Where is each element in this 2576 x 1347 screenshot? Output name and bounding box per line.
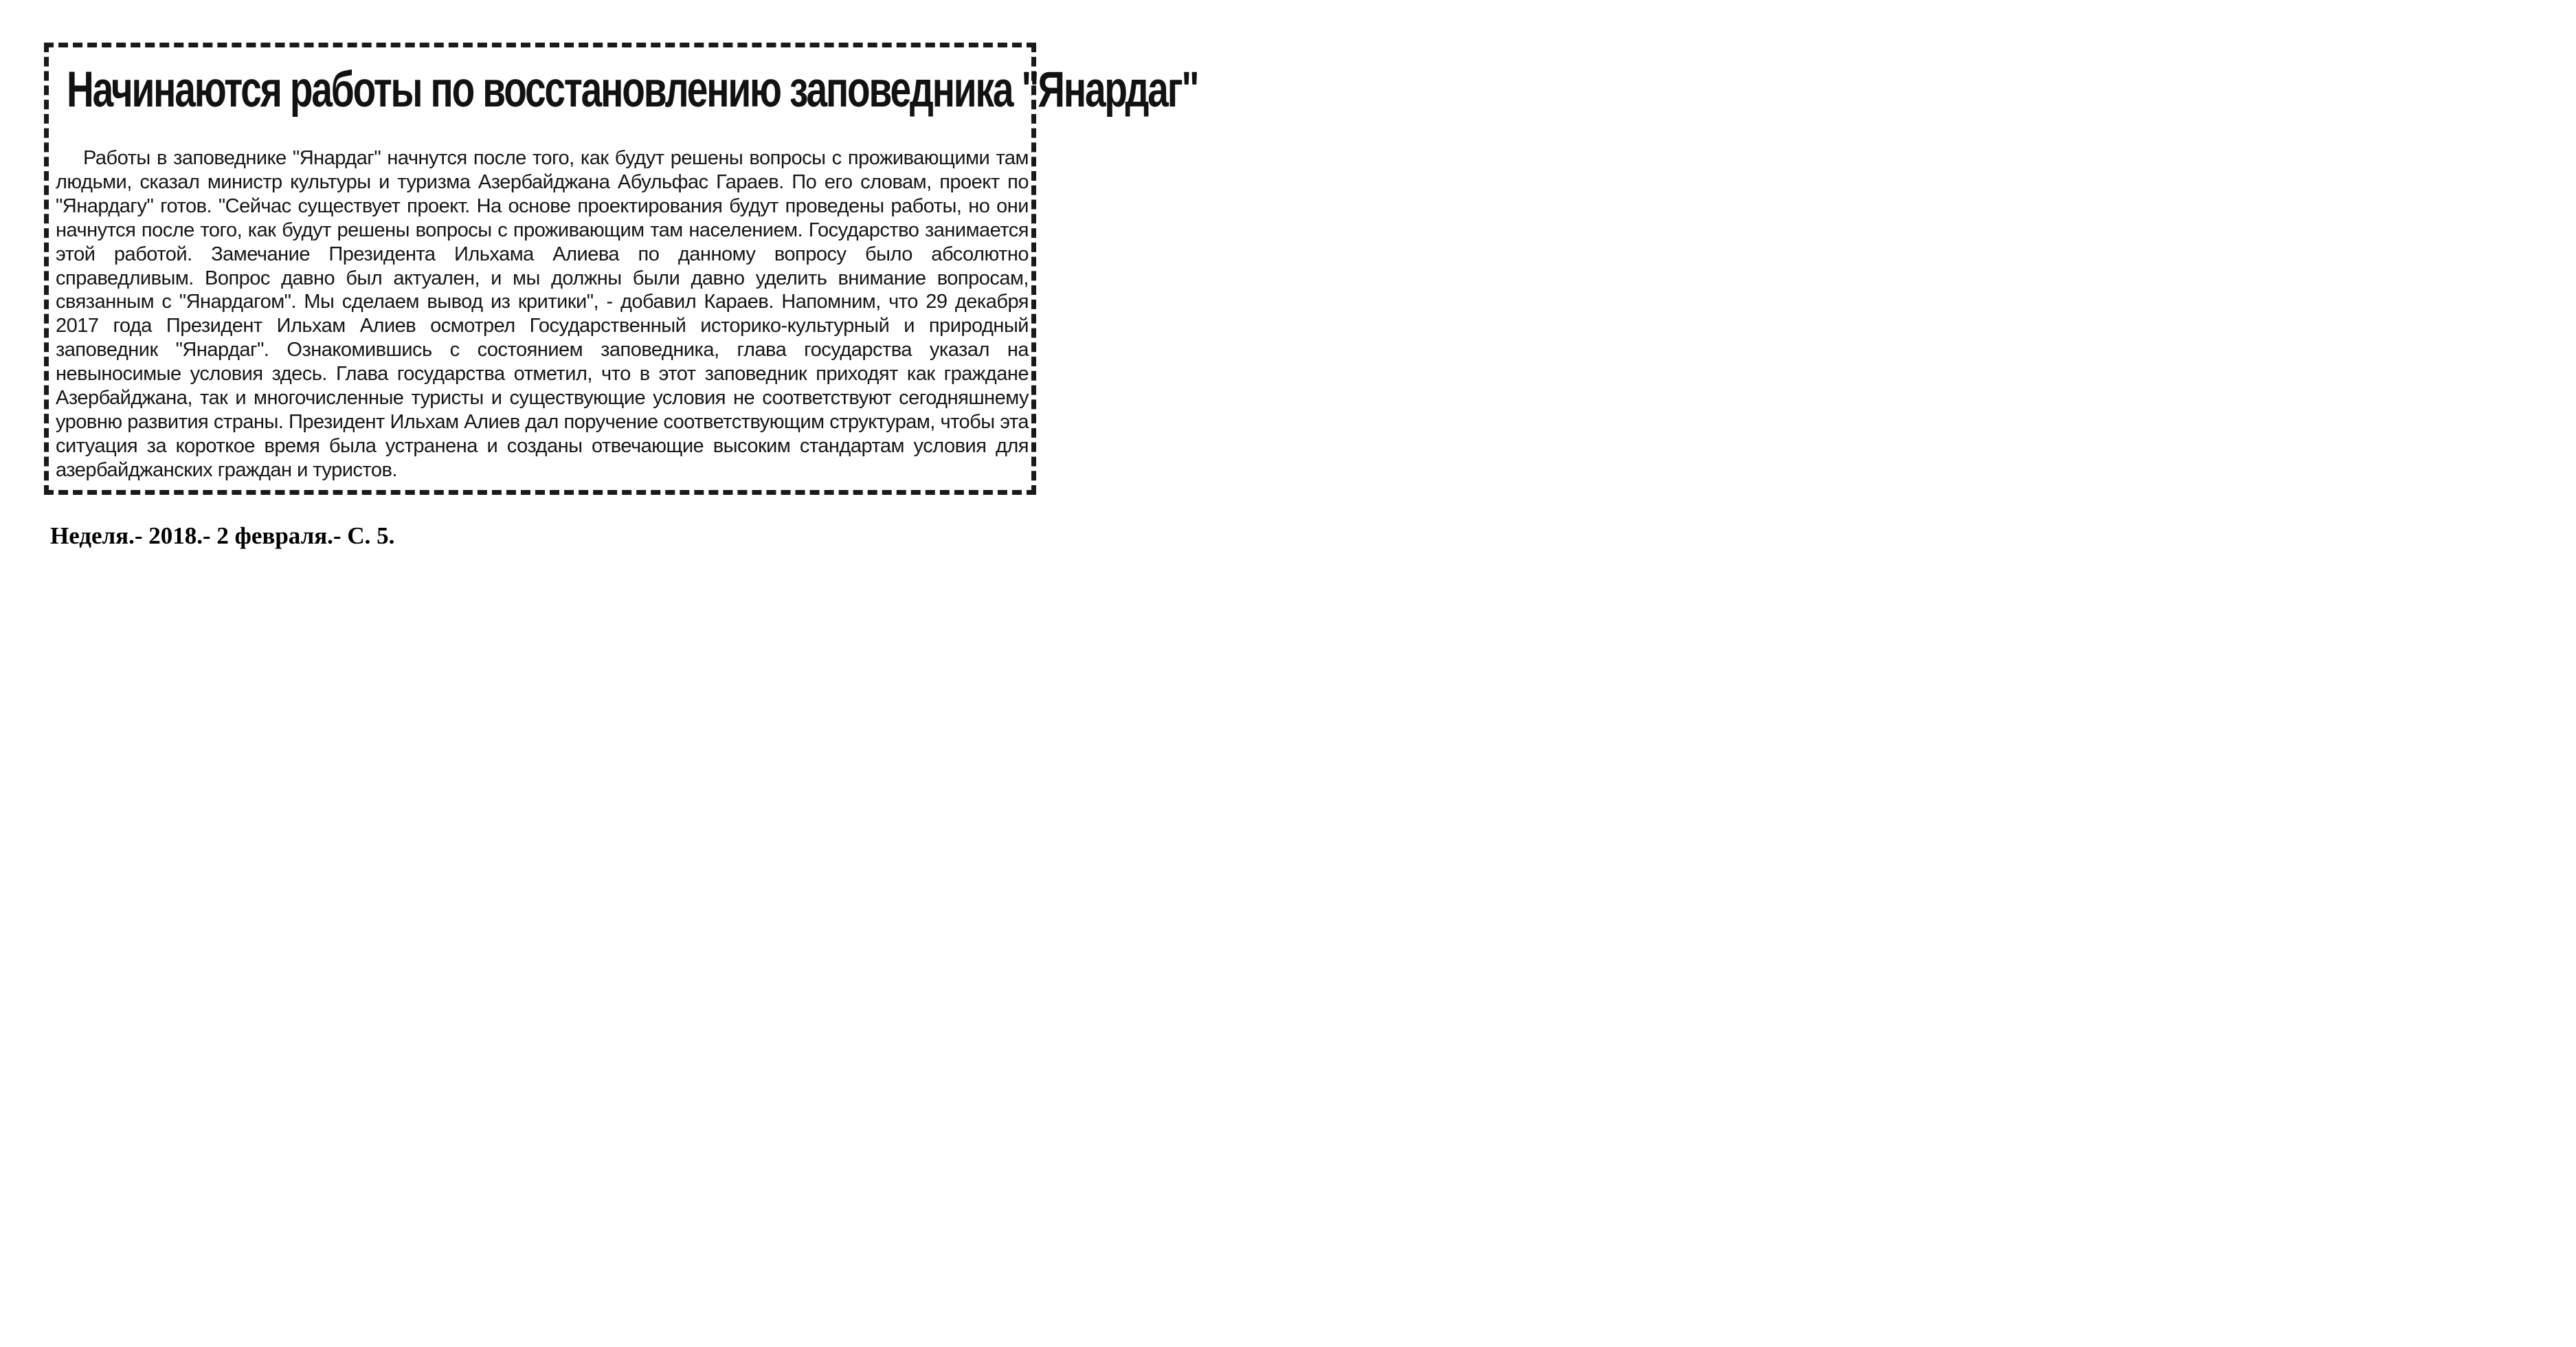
article-body: Работы в заповеднике "Янардаг" начнутся после того, как будут решены вопросы с проживающими там людьми, сказал министр культуры и туризма Азербайджана Абульфас Гараев. По его словам, проект по "Янардагу" готов. "Сейчас существует проект. На основе проектирования будут проведены работы, но они начнутся после того, как будут решены вопросы с проживающим там населением. Государство занимается этой работой. Замечание Президента Ильхама Алиева по данному вопросу было абсолютно справедливым. Вопрос давно был актуален, и мы должны были давно уделить внимание вопросам, связанным с "Янардагом". Мы сделаем вывод из критики", - добавил Караев. Напомним, что 29 декабря 2017 года Президент Ильхам Алиев осмотрел Государственный историко-культурный и природный заповедник "Янардаг". Ознакомившись с состоянием заповедника, глава государства указал на невыносимые условия здесь. Глава государства отметил, что в этот заповедник приходят как граждане Азербайджана, так и многочисленные туристы и существующие условия не соответствуют сегодняшнему уровню развития страны. Президент Ильхам Алиев дал поручение соответствующим структурам, чтобы эта ситуация за короткое время была устранена и созданы отвечающие высоким стандартам условия для азербайджанских граждан и туристов. <box>56 147 1029 481</box>
newspaper-clipping <box>44 43 1198 495</box>
article-headline: Начинаются работы по восстановлению заповедника "Янардаг" <box>67 60 1198 118</box>
source-citation: Неделя.- 2018.- 2 февраля.- С. 5. <box>50 522 395 549</box>
